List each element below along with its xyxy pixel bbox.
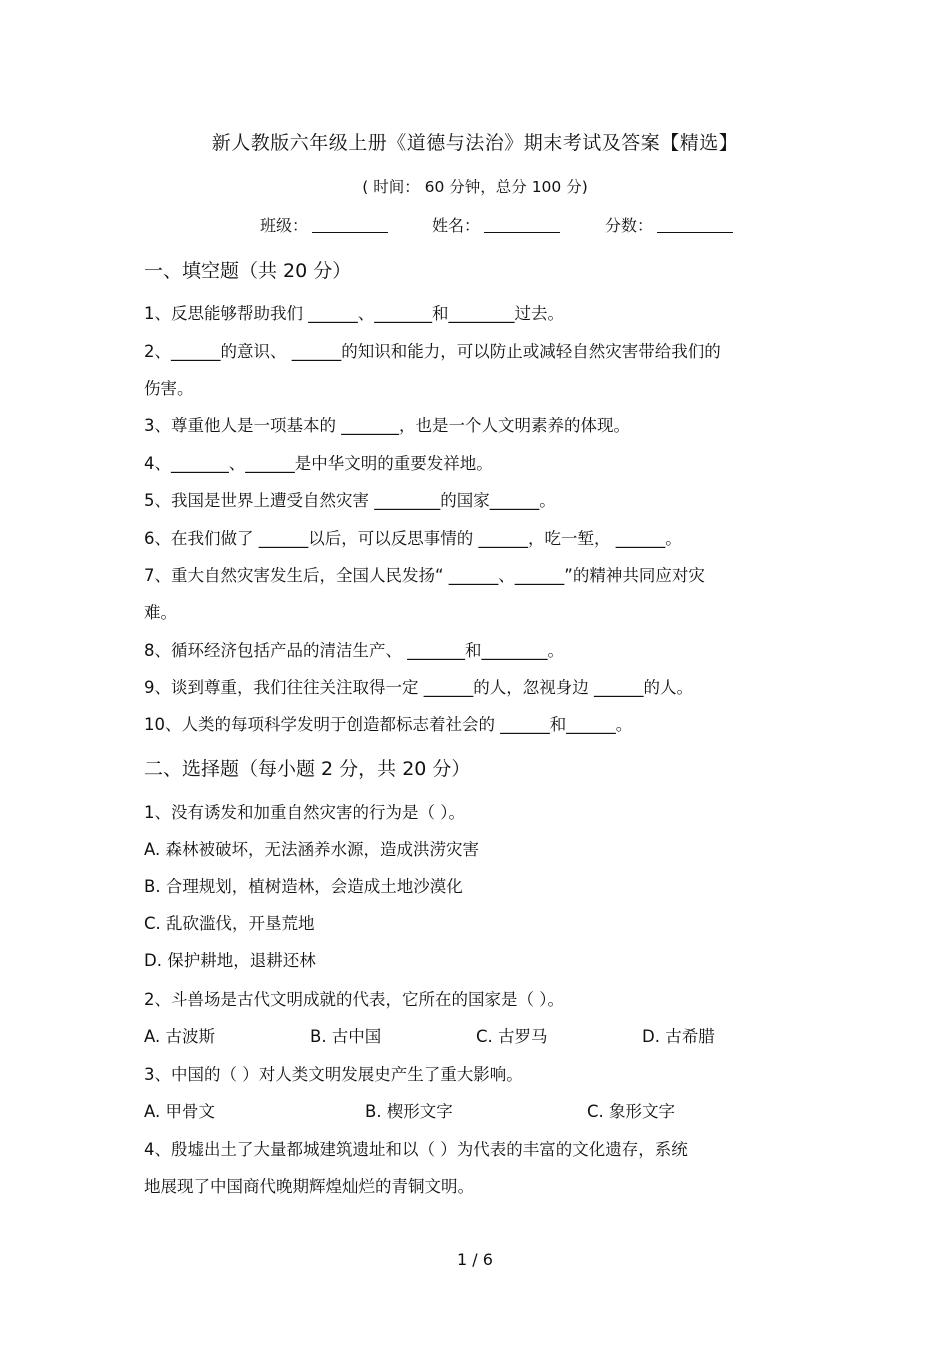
choice-1-option-a: A. 森林被破坏，无法涵养水源，造成洪涝灾害 [144,840,479,859]
fill-question-7: 7、重大自然灾害发生后，全国人民发扬“ ______、______”的精神共同应对灾 [144,566,705,585]
score-blank [657,218,733,233]
fill-question-6: 6、在我们做了 ______以后，可以反思事情的 ______，吃一堑， ______。 [144,529,682,548]
choice-2-option-a: A. 古波斯 [144,1027,215,1046]
choice-2-option-b: B. 古中国 [310,1027,382,1046]
section-choice-heading: 二、选择题（每小题 2 分，共 20 分） [144,758,471,780]
fill-question-2-cont: 伤害。 [144,379,194,398]
fill-question-9: 9、谈到尊重，我们往往关注取得一定 ______的人，忽视身边 ______的人。 [144,678,693,697]
name-blank [484,218,560,233]
choice-question-1: 1、没有诱发和加重自然灾害的行为是（ ）。 [144,803,465,822]
choice-3-option-c: C. 象形文字 [587,1102,676,1121]
fill-question-3: 3、尊重他人是一项基本的 _______，也是一个人文明素养的体现。 [144,416,630,435]
choice-question-3: 3、中国的（ ）对人类文明发展史产生了重大影响。 [144,1065,523,1084]
choice-1-option-b: B. 合理规划，植树造林，会造成土地沙漠化 [144,877,463,896]
exam-time-score: ( 时间： 60 分钟，总分 100 分) [362,178,588,196]
class-field [260,213,388,236]
fill-question-4: 4、_______、______是中华文明的重要发祥地。 [144,454,493,473]
choice-3-option-b: B. 楔形文字 [365,1102,453,1121]
fill-question-8: 8、循环经济包括产品的清洁生产、 _______和________。 [144,641,564,660]
choice-question-4: 4、殷墟出土了大量都城建筑遗址和以（ ）为代表的丰富的文化遗存，系统 [144,1140,688,1159]
name-field [432,213,560,236]
score-label: 分数： [605,216,654,235]
fill-question-10: 10、人类的每项科学发明于创造都标志着社会的 ______和______。 [144,715,633,734]
page-title: 新人教版六年级上册《道德与法治》期末考试及答案【精选】 [211,132,739,154]
choice-2-option-c: C. 古罗马 [476,1027,548,1046]
fill-question-5: 5、我国是世界上遭受自然灾害 ________的国家______。 [144,491,556,510]
class-blank [312,218,388,233]
choice-question-2: 2、斗兽场是古代文明成就的代表，它所在的国家是（ ）。 [144,990,564,1009]
fill-question-2: 2、______的意识、 ______的知识和能力，可以防止或减轻自然灾害带给我们的 [144,342,721,361]
fill-question-7-cont: 难。 [144,603,177,622]
name-label: 姓名： [432,216,481,235]
choice-question-4-cont: 地展现了中国商代晚期辉煌灿烂的青铜文明。 [144,1177,474,1196]
choice-2-option-d: D. 古希腊 [642,1027,715,1046]
choice-1-option-d: D. 保护耕地，退耕还林 [144,951,316,970]
choice-1-option-c: C. 乱砍滥伐，开垦荒地 [144,914,315,933]
page-indicator: 1 / 6 [457,1250,493,1269]
fill-question-1: 1、反思能够帮助我们 ______、_______和________过去。 [144,304,564,323]
class-label: 班级： [260,216,309,235]
score-field [605,213,733,236]
section-fill-in-heading: 一、填空题（共 20 分） [144,260,352,282]
choice-3-option-a: A. 甲骨文 [144,1102,215,1121]
